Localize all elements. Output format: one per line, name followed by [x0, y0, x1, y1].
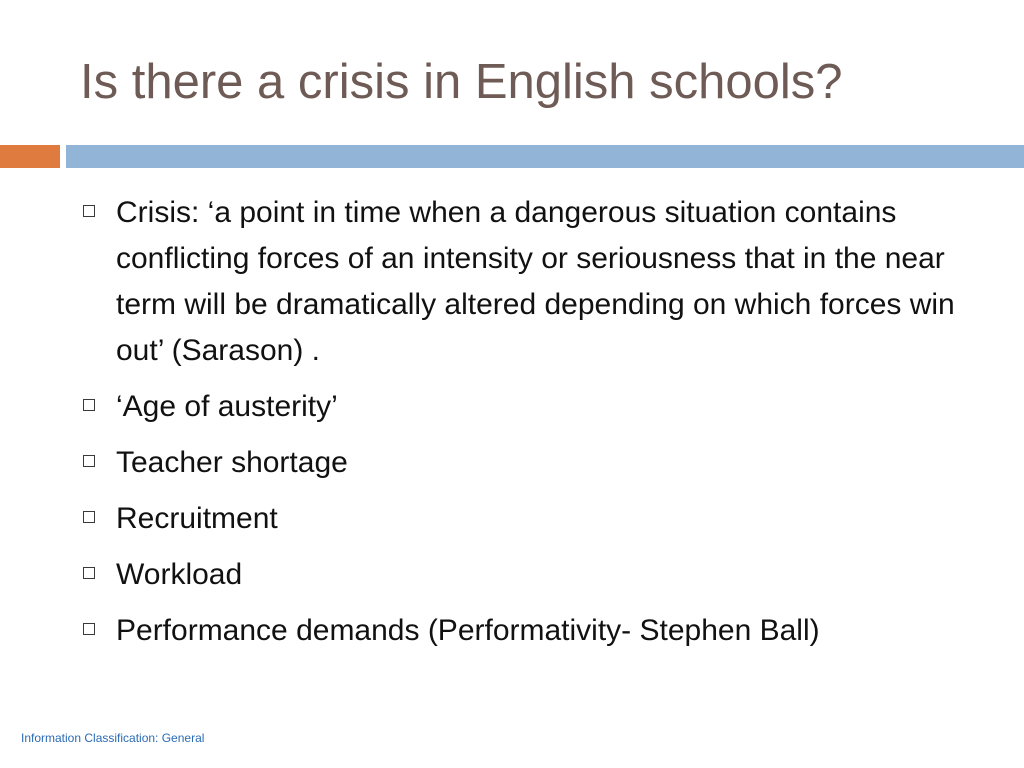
hollow-square-icon: [83, 205, 95, 217]
hollow-square-icon: [83, 399, 95, 411]
bullet-text: Recruitment: [116, 502, 278, 535]
bullet-text: Crisis: ‘a point in time when a dangerous situation contains conflicting forces of an intensity or seriousness that in the near term will be dramatically altered depending on which forces win out’ (Sarason) .: [116, 196, 955, 367]
bullet-item: [80, 552, 960, 598]
accent-bar-orange: [0, 145, 60, 168]
hollow-square-icon: [83, 511, 95, 523]
bullet-item: [80, 190, 960, 374]
bullet-text: Performance demands (Performativity- Stephen Ball): [116, 614, 820, 647]
bullet-text: ‘Age of austerity’: [116, 390, 338, 423]
accent-bar-blue: [66, 145, 1024, 168]
bullet-text: Workload: [116, 558, 243, 591]
slide-title: Is there a crisis in English schools?: [80, 55, 843, 109]
hollow-square-icon: [83, 455, 95, 467]
bullet-list: [80, 190, 960, 664]
bullet-item: [80, 384, 960, 430]
classification-footer: Information Classification: General: [21, 731, 205, 745]
hollow-square-icon: [83, 567, 95, 579]
hollow-square-icon: [83, 623, 95, 635]
bullet-item: [80, 440, 960, 486]
bullet-text: Teacher shortage: [116, 446, 348, 479]
bullet-item: [80, 608, 960, 654]
bullet-item: [80, 496, 960, 542]
